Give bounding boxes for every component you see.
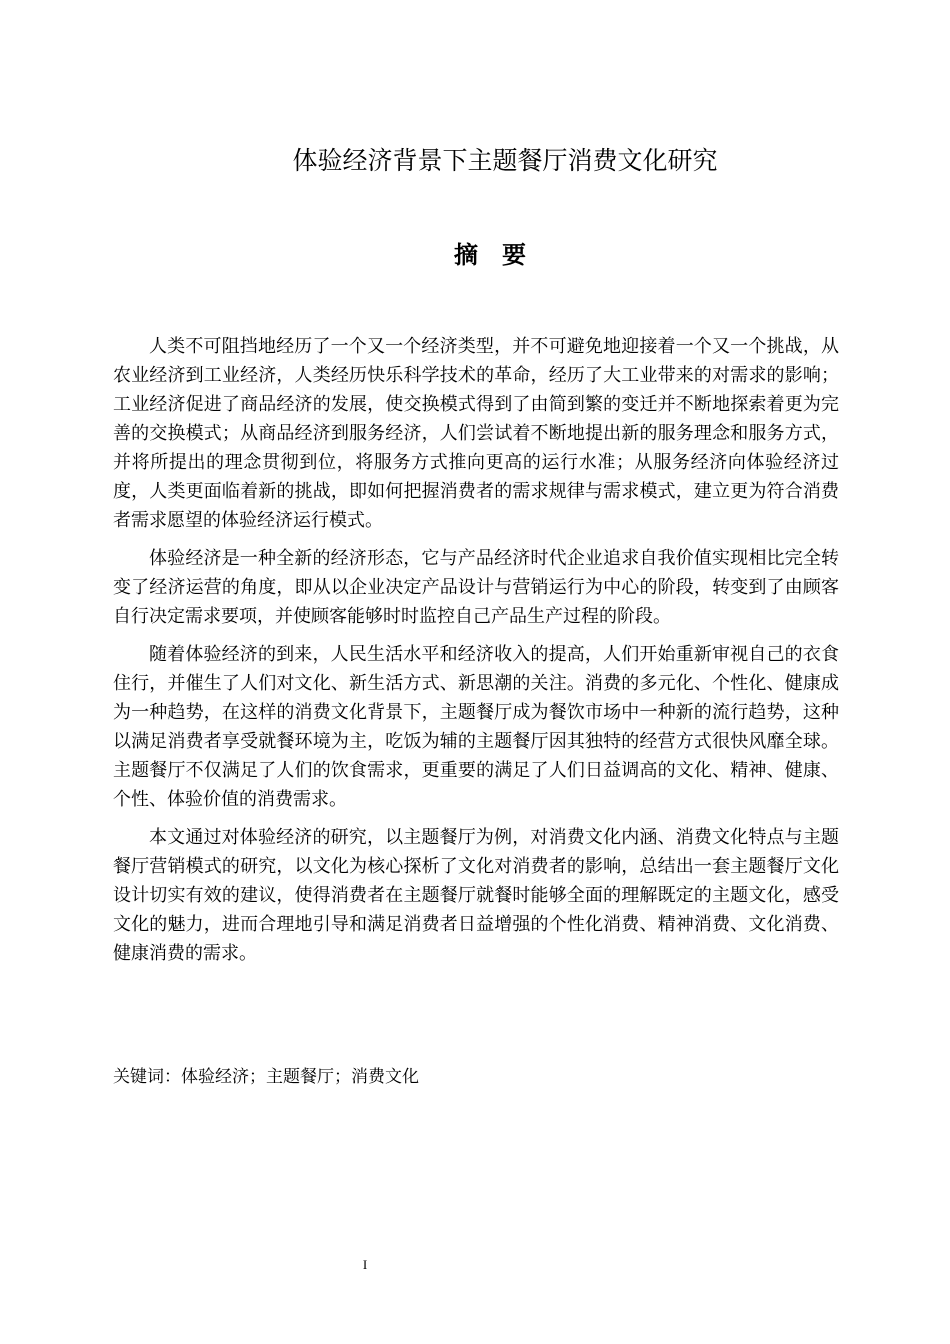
page-number: I [362, 1257, 368, 1272]
abstract-paragraph: 本文通过对体验经济的研究，以主题餐厅为例，对消费文化内涵、消费文化特点与主题餐厅营销模式的研究，以文化为核心探析了文化对消费者的影响，总结出一套主题餐厅文化设计切实有效的建议，使得消费者在主题餐厅就餐时能够全面的理解既定的主题文化，感受文化的魅力，进而合理地引导和满足消费者日益增强的个性化消费、精神消费、文化消费、健康消费的需求。 [113, 827, 839, 964]
abstract-paragraph: 体验经济是一种全新的经济形态，它与产品经济时代企业追求自我价值实现相比完全转变了经济运营的角度，即从以企业决定产品设计与营销运行为中心的阶段，转变到了由顾客自行决定需求要项，并使顾客能够时时监控自己产品生产过程的阶段。 [113, 548, 839, 627]
abstract-body [113, 332, 839, 977]
keywords-line: 关键词：体验经济；主题餐厅；消费文化 [113, 1067, 419, 1087]
abstract-paragraph: 随着体验经济的到来，人民生活水平和经济收入的提高，人们开始重新审视自己的衣食住行，并催生了人们对文化、新生活方式、新思潮的关注。消费的多元化、个性化、健康成为一种趋势，在这样的消费文化背景下，主题餐厅成为餐饮市场中一种新的流行趋势，这种以满足消费者享受就餐环境为主，吃饭为辅的主题餐厅因其独特的经营方式很快风靡全球。主题餐厅不仅满足了人们的饮食需求，更重要的满足了人们日益调高的文化、精神、健康、个性、体验价值的消费需求。 [113, 644, 839, 810]
abstract-heading: 摘要 [454, 241, 550, 269]
abstract-paragraph: 人类不可阻挡地经历了一个又一个经济类型，并不可避免地迎接着一个又一个挑战，从农业经济到工业经济，人类经历快乐科学技术的革命，经历了大工业带来的对需求的影响；工业经济促进了商品经济的发展，使交换模式得到了由简到繁的变迁并不断地探索着更为完善的交换模式；从商品经济到服务经济，人们尝试着不断地提出新的服务理念和服务方式，并将所提出的理念贯彻到位，将服务方式推向更高的运行水准；从服务经济向体验经济过度，人类更面临着新的挑战，即如何把握消费者的需求规律与需求模式，建立更为符合消费者需求愿望的体验经济运行模式。 [113, 336, 839, 531]
document-title: 体验经济背景下主题餐厅消费文化研究 [292, 146, 718, 175]
